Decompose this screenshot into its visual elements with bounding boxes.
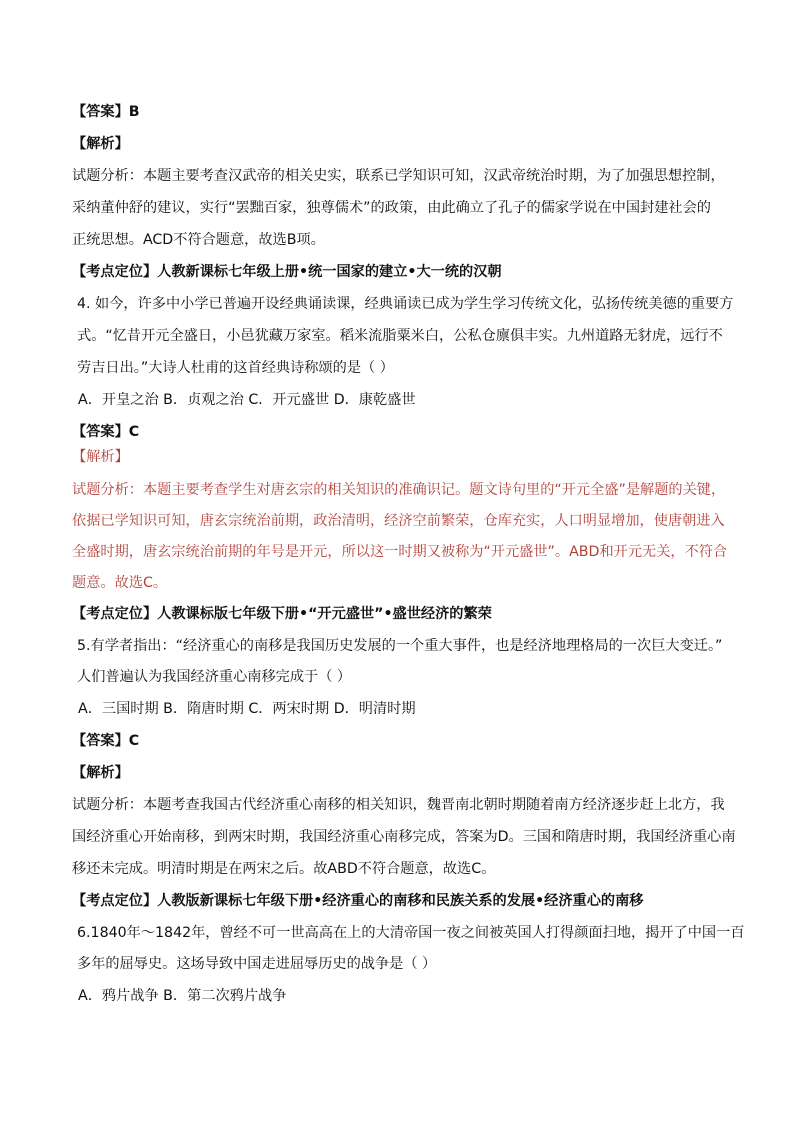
text-line-kd5: 【考点定位】人教版新课标七年级下册•经济重心的南移和民族关系的发展•经济重心的南移: [72, 893, 644, 909]
text-line-jx3: 【解析】: [72, 136, 129, 152]
text-line-q4b: 式。“忆昔开元全盛日，小邑犹藏万家室。稻米流脂粟米白，公私仓廪俱丰实。九州道路无豺虎，远行不: [77, 328, 723, 344]
text-line-q4c: 劳吉日出。”大诗人杜甫的这首经典诗称颂的是（ ）: [77, 360, 394, 376]
text-line-an5b: 国经济重心开始南移，到两宋时期，我国经济重心南移完成，答案为D。三国和隋唐时期，我国经济重心南: [72, 829, 736, 845]
text-line-c6: A．鸦片战争 B．第二次鸦片战争: [78, 988, 287, 1004]
text-line-c4: A．开皇之治 B．贞观之治 C．开元盛世 D．康乾盛世: [78, 392, 416, 408]
text-line-an5c: 移还未完成。明清时期是在两宋之后。故ABD不符合题意，故选C。: [72, 861, 496, 877]
text-line-an5a: 试题分析：本题考查我国古代经济重心南移的相关知识，魏晋南北朝时期随着南方经济逐步赶上北方，我: [72, 797, 725, 813]
text-line-q6b: 多年的屈辱史。这场导致中国走进屈辱历史的战争是（ ）: [77, 956, 437, 972]
text-line-an3c: 正统思想。ACD不符合题意，故选B项。: [72, 232, 325, 248]
text-line-an3b: 采纳董仲舒的建议，实行“罢黜百家，独尊儒术”的政策，由此确立了孔子的儒家学说在中国封建社会的: [72, 200, 711, 216]
text-line-c5: A．三国时期 B．隋唐时期 C．两宋时期 D．明清时期: [78, 701, 416, 717]
text-line-kd3: 【考点定位】人教新课标七年级上册•统一国家的建立•大一统的汉朝: [72, 264, 502, 280]
text-line-an4d: 题意。故选C。: [72, 575, 168, 591]
text-line-ans3: 【答案】B: [72, 104, 140, 120]
text-line-kd4: 【考点定位】人教课标版七年级下册•“开元盛世”•盛世经济的繁荣: [72, 606, 492, 622]
text-line-an3a: 试题分析：本题主要考查汉武帝的相关史实，联系已学知识可知，汉武帝统治时期，为了加强思想控制，: [72, 168, 725, 184]
text-line-ans4: 【答案】C: [72, 424, 140, 440]
text-line-an4c: 全盛时期，唐玄宗统治前期的年号是开元，所以这一时期又被称为“开元盛世”。ABD和开元无关，不符合: [72, 544, 728, 560]
text-line-ans5: 【答案】C: [72, 733, 140, 749]
text-line-q6a: 6.1840年～1842年，曾经不可一世高高在上的大清帝国一夜之间被英国人打得颜面扫地，揭开了中国一百: [77, 925, 745, 941]
text-line-jx5: 【解析】: [72, 765, 129, 781]
text-line-an4a: 试题分析：本题主要考查学生对唐玄宗的相关知识的准确识记。题文诗句里的“开元全盛”是解题的关键，: [72, 482, 726, 498]
text-line-q5b: 人们普遍认为我国经济重心南移完成于（ ）: [77, 669, 352, 685]
text-line-jx4: 【解析】: [72, 449, 129, 465]
text-line-q4a: 4. 如今，许多中小学已普遍开设经典诵读课，经典诵读已成为学生学习传统文化，弘扬传统美德的重要方: [77, 296, 734, 312]
text-line-an4b: 依据已学知识可知，唐玄宗统治前期，政治清明，经济空前繁荣，仓库充实，人口明显增加，使唐朝进入: [72, 513, 725, 529]
text-line-q5a: 5.有学者指出：“经济重心的南移是我国历史发展的一个重大事件，也是经济地理格局的一次巨大变迁。”: [77, 638, 723, 654]
